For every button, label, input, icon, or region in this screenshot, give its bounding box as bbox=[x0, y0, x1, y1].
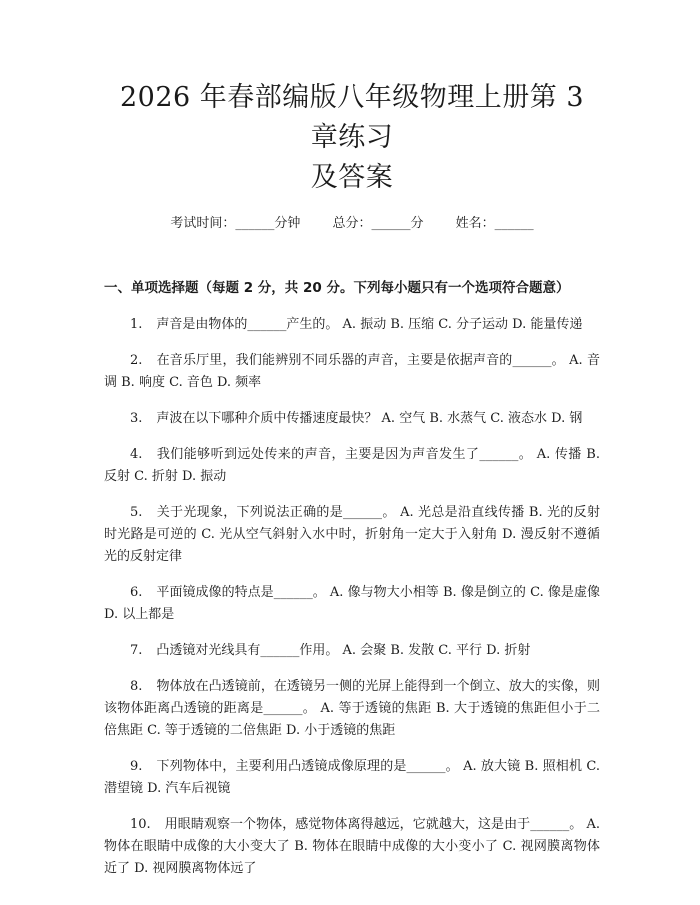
question-number: 6. bbox=[130, 585, 143, 600]
question-text: 凸透镜对光线具有______作用。 A. 会聚 B. 发散 C. 平行 D. 折射 bbox=[156, 643, 531, 658]
question-3 bbox=[104, 408, 600, 430]
question-text: 物体放在凸透镜前，在透镜另一侧的光屏上能得到一个倒立、放大的实像，则该物体距离凸透镜的距离是______。 A. 等于透镜的焦距 B. 大于透镜的焦距但小于二倍焦距 C. 等于透镜的二倍焦距 D. 小于透镜的焦距 bbox=[104, 679, 600, 738]
question-10 bbox=[104, 814, 600, 880]
exam-time-field: 考试时间：______分钟 bbox=[170, 216, 301, 231]
question-text: 用眼睛观察一个物体，感觉物体离得越远，它就越大，这是由于______。 A. 物体在眼睛中成像的大小变大了 B. 物体在眼睛中成像的大小变小了 C. 视网膜离物体近了 D. 视网膜离物体远了 bbox=[104, 817, 600, 876]
question-text: 在音乐厅里，我们能辨别不同乐器的声音，主要是依据声音的______。 A. 音调 B. 响度 C. 音色 D. 频率 bbox=[104, 353, 600, 390]
question-1 bbox=[104, 314, 600, 336]
question-text: 声波在以下哪种介质中传播速度最快？ A. 空气 B. 水蒸气 C. 液态水 D. 钢 bbox=[156, 411, 583, 426]
question-2 bbox=[104, 350, 600, 394]
question-number: 5. bbox=[130, 505, 143, 520]
question-text: 我们能够听到远处传来的声音，主要是因为声音发生了______。 A. 传播 B. 反射 C. 折射 D. 振动 bbox=[104, 447, 600, 484]
title-line-2: 及答案 bbox=[310, 162, 394, 193]
question-7 bbox=[104, 640, 600, 662]
question-4 bbox=[104, 444, 600, 488]
question-text: 平面镜成像的特点是______。 A. 像与物大小相等 B. 像是倒立的 C. 像是虚像 D. 以上都是 bbox=[104, 585, 600, 622]
question-number: 1. bbox=[130, 317, 143, 332]
question-text: 关于光现象，下列说法正确的是______。 A. 光总是沿直线传播 B. 光的反射时光路是可逆的 C. 光从空气斜射入水中时，折射角一定大于入射角 D. 漫反射不遵循光的反射定律 bbox=[104, 505, 600, 564]
question-5 bbox=[104, 502, 600, 568]
exam-meta bbox=[104, 214, 600, 234]
question-number: 4. bbox=[130, 447, 143, 462]
section-heading: 一、单项选择题（每题 2 分，共 20 分。下列每小题只有一个选项符合题意） bbox=[104, 280, 570, 296]
question-text: 声音是由物体的______产生的。 A. 振动 B. 压缩 C. 分子运动 D. 能量传递 bbox=[156, 317, 583, 332]
total-score-field: 总分：______分 bbox=[332, 216, 424, 231]
student-name-field: 姓名：______ bbox=[455, 216, 534, 231]
title-line-1: 2026 年春部编版八年级物理上册第 3 章练习 bbox=[119, 82, 585, 153]
question-number: 2. bbox=[130, 353, 143, 368]
question-number: 8. bbox=[130, 679, 143, 694]
question-number: 7. bbox=[130, 643, 143, 658]
question-number: 3. bbox=[130, 411, 143, 426]
question-6 bbox=[104, 582, 600, 626]
question-8 bbox=[104, 676, 600, 742]
question-9 bbox=[104, 756, 600, 800]
question-list bbox=[104, 314, 600, 880]
question-text: 下列物体中，主要利用凸透镜成像原理的是______。 A. 放大镜 B. 照相机 C. 潜望镜 D. 汽车后视镜 bbox=[104, 759, 600, 796]
question-number: 10. bbox=[130, 817, 151, 832]
document-title bbox=[104, 78, 600, 198]
question-number: 9. bbox=[130, 759, 143, 774]
